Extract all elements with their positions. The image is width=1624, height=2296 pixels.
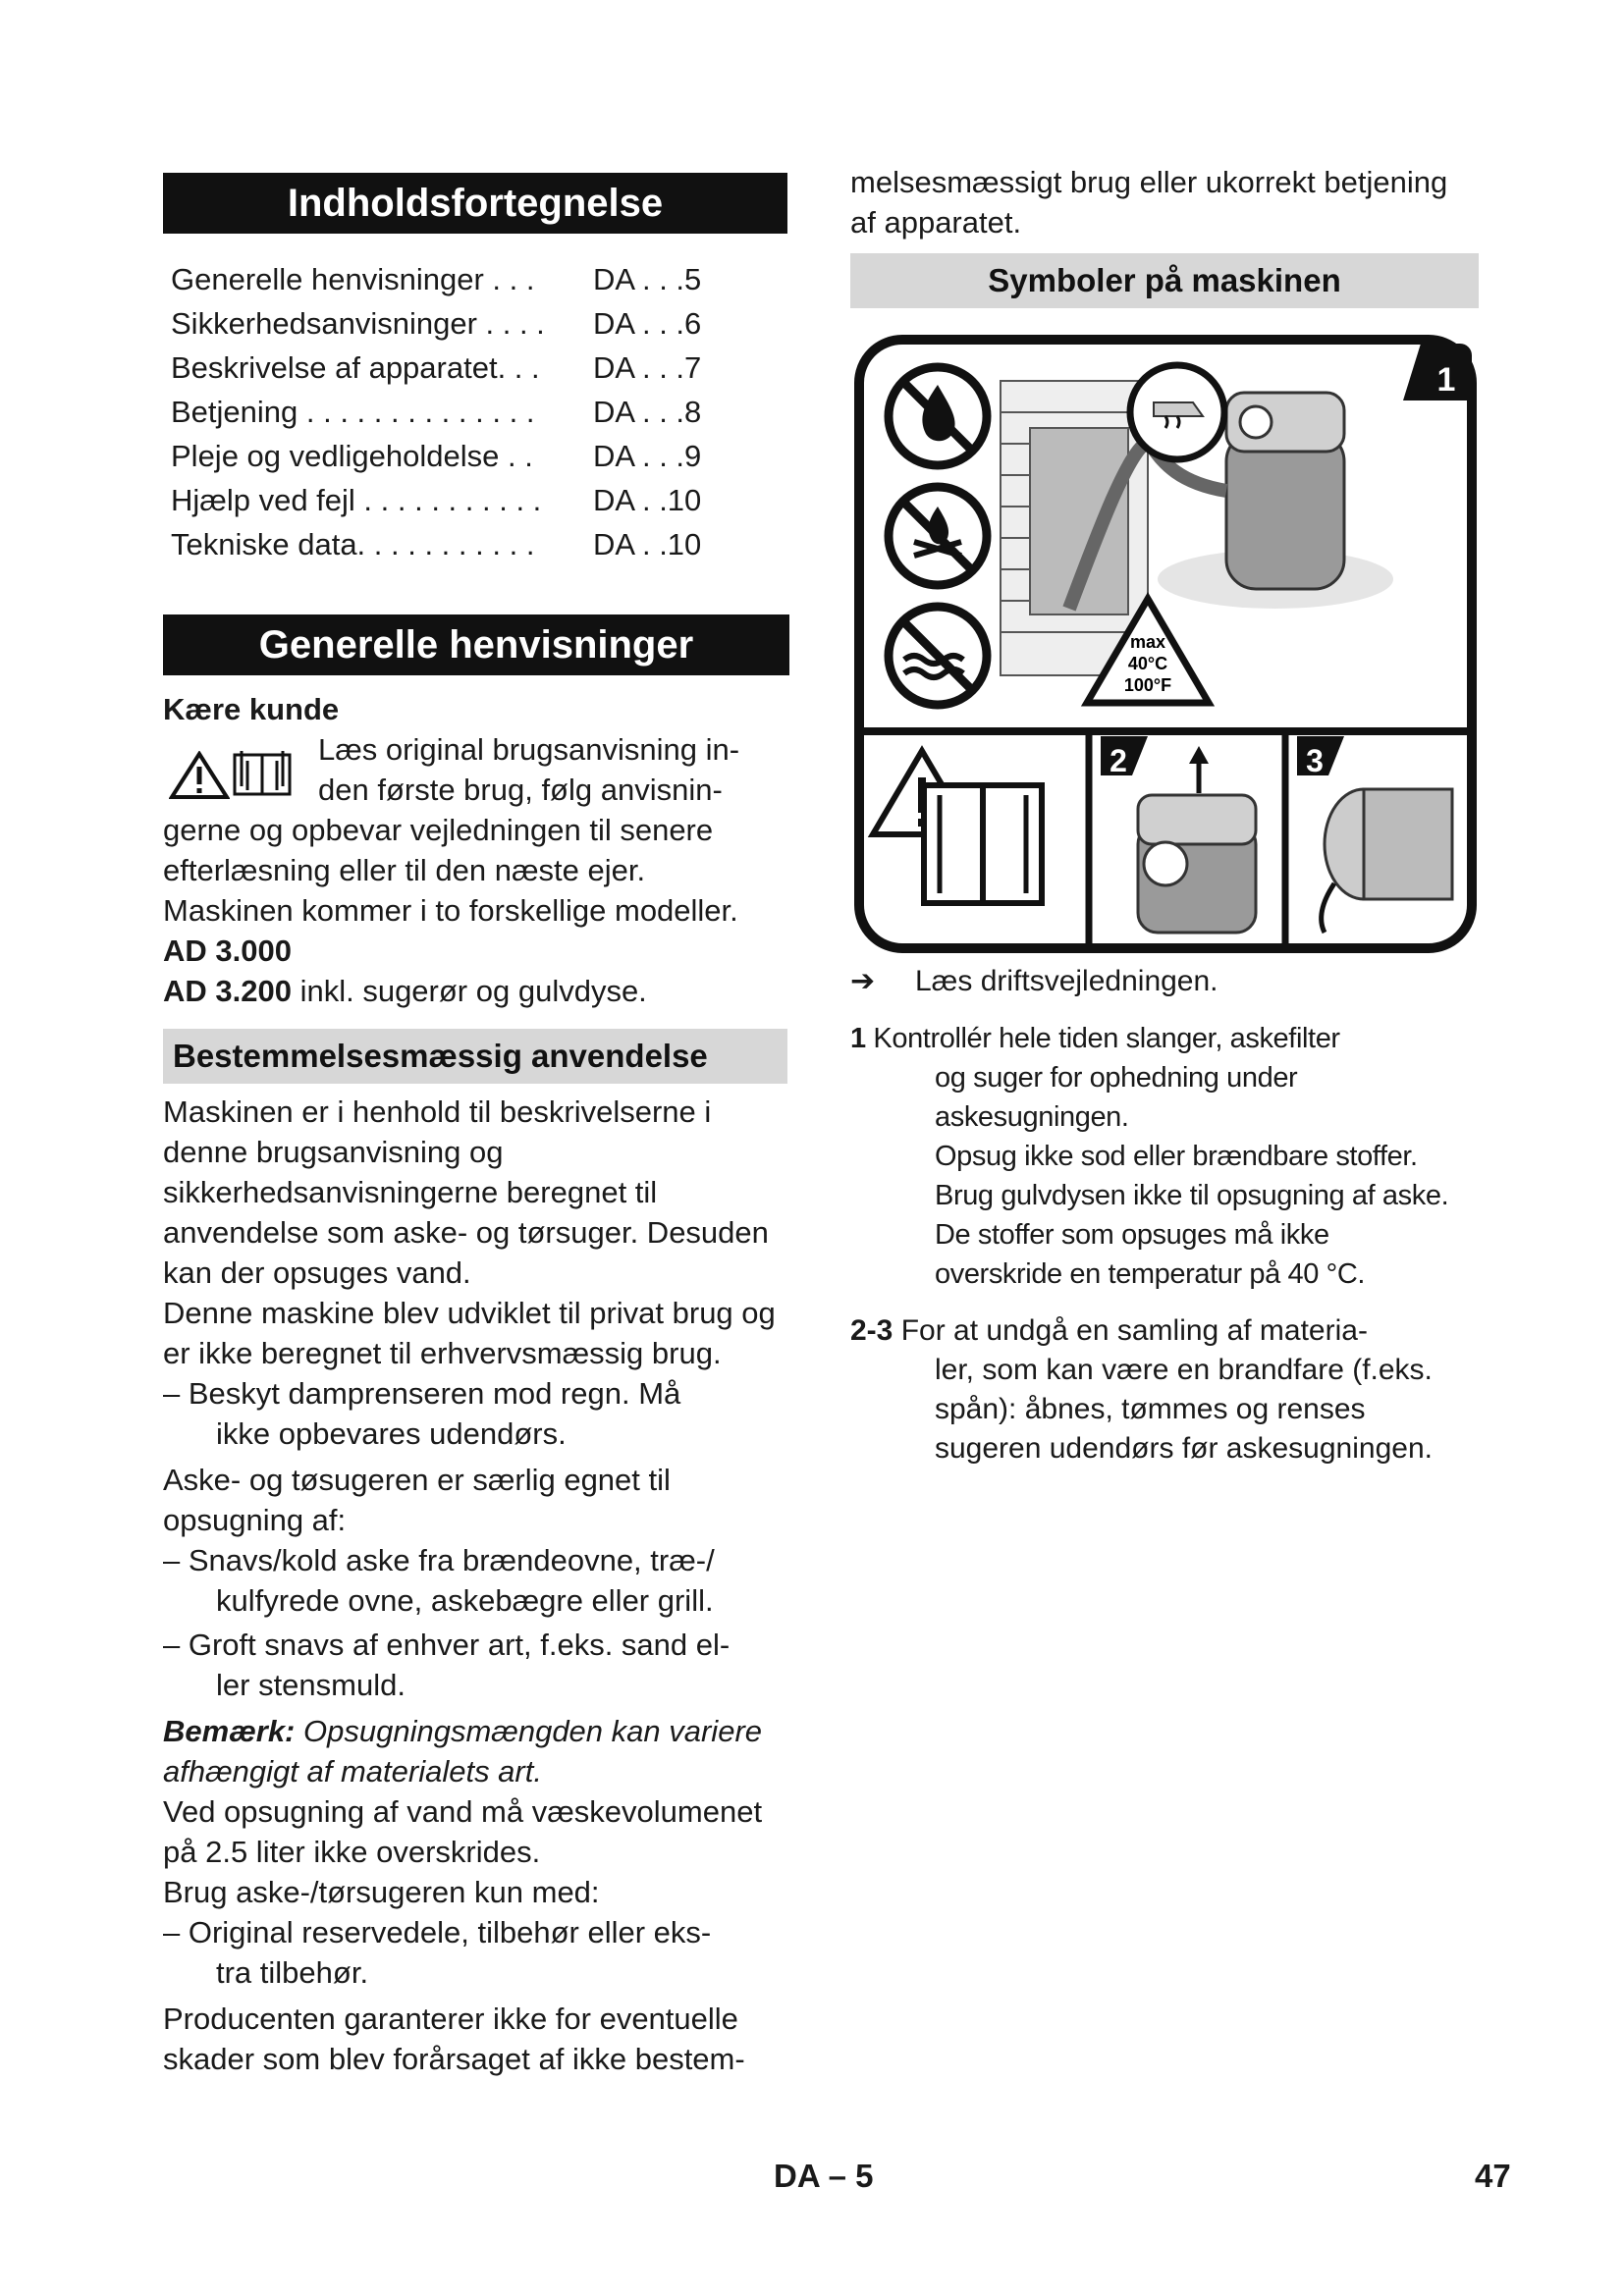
warning-icon (169, 751, 230, 800)
item-1-p4: De stoffer som opsuges må ikke overskride en temperatur på 40 °C. (935, 1219, 1366, 1290)
item-2-3-number: 2-3 (850, 1314, 893, 1347)
footer-section-label: DA – 5 (774, 2158, 874, 2194)
model-ad3200: AD 3.200 (163, 974, 292, 1008)
toc-page: DA . .10 (593, 527, 702, 561)
figure-number-1: 1 (1436, 361, 1456, 399)
toc-page: DA . . .6 (593, 306, 702, 341)
note-text: Opsugningsmængden kan variere afhængigt af materialets art. (163, 1714, 763, 1789)
general-section (163, 689, 791, 1011)
model-ad3200-desc: inkl. sugerør og gulvdyse. (291, 974, 647, 1008)
toc-row[interactable] (171, 301, 701, 346)
model-ad3000: AD 3.000 (163, 934, 292, 968)
bullet-parts: – Original reservedele, tilbehør eller eks- (163, 1915, 712, 1949)
temp-f-label: 100°F (1123, 675, 1172, 695)
item-2-3 (850, 1311, 1479, 1468)
bullet-rain: – Beskyt damprenseren mod regn. Må (163, 1376, 681, 1411)
instructions (850, 962, 1479, 1468)
item-1 (850, 1019, 1479, 1294)
temp-c-label: 40°C (1127, 654, 1168, 673)
intro-text: gerne og opbevar vejledningen til senere efterlæsning eller til den næste ejer. (163, 813, 714, 887)
bullet-ash: – Snavs/kold aske fra brændeovne, træ-/ (163, 1543, 715, 1577)
hand-heat-icon (1130, 365, 1224, 459)
bullet-dirt-cont: ler stensmuld. (216, 1668, 406, 1702)
toc-row[interactable] (171, 478, 701, 522)
machine-symbols-figure (853, 334, 1478, 954)
note (163, 1711, 791, 1791)
toc-label: Beskrivelse af apparatet. . . (171, 350, 540, 385)
intended-use-section (163, 1092, 791, 2079)
continued-text: melsesmæssigt brug eller ukorrekt betjening af apparatet. (850, 165, 1448, 240)
bullet-rain-cont: ikke opbevares udendørs. (216, 1416, 567, 1451)
intended-use-p1: Maskinen er i henhold til beskrivelserne i denne brugsanvisning og sikkerhedsanvisningerne beregnet til anvendelse som aske- og tørsuger. Desuden kan der opsuges vand. (163, 1095, 769, 1290)
manual-book-icon (232, 747, 293, 798)
dear-customer: Kære kunde (163, 692, 340, 726)
figure-number-3: 3 (1306, 743, 1324, 778)
symbols-heading: Symboler på maskinen (850, 253, 1479, 308)
toc-heading: Indholdsfortegnelse (163, 173, 787, 234)
toc-label: Generelle henvisninger . . . (171, 262, 535, 296)
note-label: Bemærk: (163, 1714, 296, 1748)
bullet-parts-cont: tra tilbehør. (216, 1955, 369, 1990)
item-1-p2: Opsug ikke sod eller brændbare stoffer. (935, 1141, 1418, 1172)
figure-number-2: 2 (1110, 743, 1127, 778)
read-manual-row (850, 962, 1479, 1001)
toc-label: Betjening . . . . . . . . . . . . . . (171, 395, 535, 429)
toc-row[interactable] (171, 434, 701, 478)
item-2-3-line1: For at undgå en samling af materia- (900, 1314, 1368, 1347)
intended-use-p6: Producenten garanterer ikke for eventuelle skader som blev forårsaget af ikke bestem- (163, 2002, 745, 2076)
toc-label: Hjælp ved fejl . . . . . . . . . . . (171, 483, 542, 517)
toc-label: Tekniske data. . . . . . . . . . . (171, 527, 535, 561)
models-text: Maskinen kommer i to forskellige modeller. (163, 893, 738, 928)
toc-row[interactable] (171, 257, 701, 301)
toc-row[interactable] (171, 390, 701, 434)
intro-line-1: Læs original brugsanvisning in- (318, 732, 740, 767)
toc-list (171, 257, 701, 566)
intended-use-p4: Ved opsugning af vand må væskevolumenet på 2.5 liter ikke overskrides. (163, 1794, 763, 1869)
max-label: max (1129, 632, 1166, 652)
toc-page: DA . . .8 (593, 395, 702, 429)
bullet-ash-cont: kulfyrede ovne, askebægre eller grill. (216, 1583, 714, 1618)
bullet-dirt: – Groft snavs af enhver art, f.eks. sand el- (163, 1628, 731, 1662)
read-manual-text: Læs driftsvejledningen. (915, 965, 1218, 997)
item-2-3-rest: ler, som kan være en brandfare (f.eks. spån): åbnes, tømmes og renses sugeren udendørs før askesugningen. (935, 1354, 1433, 1465)
general-heading: Generelle henvisninger (163, 614, 789, 675)
item-1-rest: og suger for ophedning under askesugningen. (935, 1062, 1298, 1133)
intended-use-p3: Aske- og tøsugeren er særlig egnet til opsugning af: (163, 1463, 671, 1537)
model-ad3200-row (163, 971, 791, 1011)
arrow-right-icon: ➔ (850, 965, 876, 997)
toc-page: DA . . .5 (593, 262, 702, 296)
toc-row[interactable] (171, 522, 701, 566)
toc-row[interactable] (171, 346, 701, 390)
toc-label: Pleje og vedligeholdelse . . (171, 439, 533, 473)
item-1-p3: Brug gulvdysen ikke til opsugning af aske. (935, 1180, 1449, 1211)
item-1-line1: Kontrollér hele tiden slanger, askefilter (873, 1023, 1340, 1054)
intro-line-2: den første brug, følg anvisnin- (318, 773, 723, 807)
item-1-number: 1 (850, 1023, 866, 1054)
intro-block (163, 729, 791, 810)
intended-use-heading: Bestemmelsesmæssig anvendelse (163, 1029, 787, 1084)
toc-page: DA . . .7 (593, 350, 702, 385)
toc-page: DA . . .9 (593, 439, 702, 473)
toc-label: Sikkerhedsanvisninger . . . . (171, 306, 545, 341)
intended-use-p2: Denne maskine blev udviklet til privat brug og er ikke beregnet til erhvervsmæssig brug. (163, 1296, 776, 1370)
page-number: 47 (1475, 2158, 1511, 2194)
toc-page: DA . .10 (593, 483, 702, 517)
intended-use-p5: Brug aske-/tørsugeren kun med: (163, 1875, 600, 1909)
